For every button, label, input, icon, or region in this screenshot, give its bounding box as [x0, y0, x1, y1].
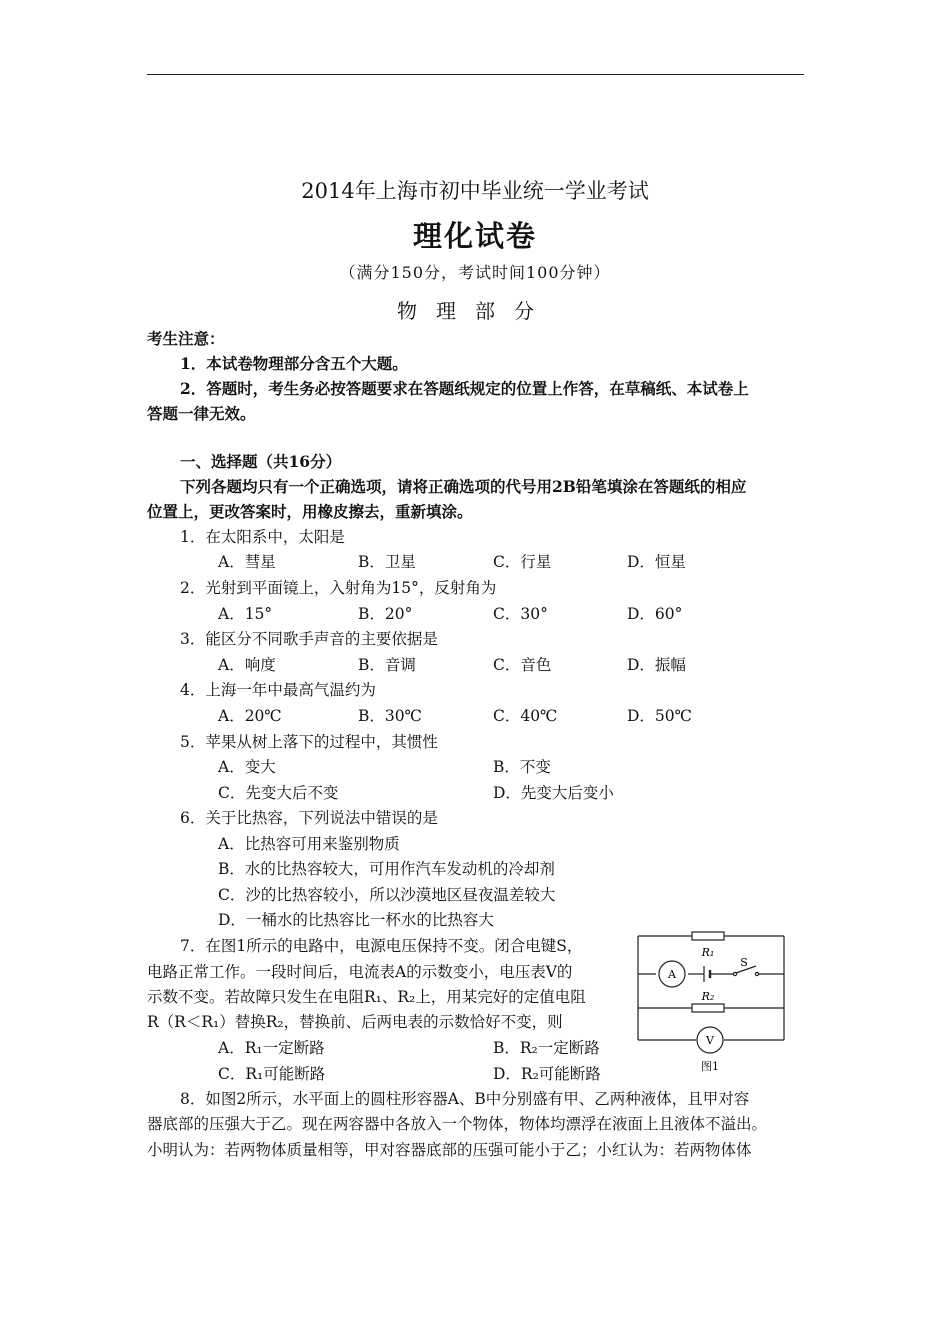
- exam-title-line: 2014年上海市初中毕业统一学业考试: [301, 179, 649, 203]
- exam-subtitle: （满分150分，考试时间100分钟）: [339, 263, 611, 282]
- question-1-stem: 1．在太阳系中，太阳是: [180, 528, 345, 546]
- label-voltmeter: V: [706, 1034, 714, 1047]
- question-1-option-d: D．恒星: [627, 553, 686, 571]
- question-3-option-c: C．音色: [493, 656, 552, 674]
- question-4-stem: 4．上海一年中最高气温约为: [180, 681, 376, 699]
- question-2-stem: 2．光射到平面镜上，入射角为15°，反射角为: [180, 579, 497, 597]
- question-4-option-b: B．30℃: [358, 707, 422, 725]
- question-2-option-d: D．60°: [627, 605, 683, 623]
- figure-1-caption: 图1: [701, 1060, 719, 1073]
- label-r1: R₁: [701, 946, 715, 959]
- question-2-option-a: A．15°: [218, 605, 273, 623]
- question-7-line-2: 电路正常工作。一段时间后，电流表A的示数变小，电压表V的: [147, 963, 573, 981]
- label-switch: S: [740, 956, 748, 969]
- question-6-stem: 6．关于比热容，下列说法中错误的是: [180, 809, 438, 827]
- question-7-line-1: 7．在图1所示的电路中，电源电压保持不变。闭合电键S，: [180, 937, 583, 955]
- part-title: 物理部分: [397, 299, 553, 323]
- question-8-line-2: 器底部的压强大于乙。现在两容器中各放入一个物体，物体均漂浮在液面上且液体不溢出。: [147, 1115, 768, 1133]
- question-5-option-a: A．变大: [218, 758, 276, 776]
- notice-heading: 考生注意：: [147, 329, 225, 348]
- question-2-option-c: C．30°: [493, 605, 548, 623]
- question-7-option-a: A．R₁一定断路: [218, 1039, 325, 1057]
- question-6-option-b: B．水的比热容较大，可用作汽车发动机的冷却剂: [218, 860, 555, 878]
- question-3-option-d: D．振幅: [627, 656, 686, 674]
- figure-1-circuit-diagram: [634, 926, 794, 1076]
- question-7-option-b: B．R₂一定断路: [493, 1039, 600, 1057]
- question-8-line-1: 8．如图2所示，水平面上的圆柱形容器A、B中分别盛有甲、乙两种液体，且甲对容: [180, 1090, 750, 1108]
- question-6-option-a: A．比热容可用来鉴别物质: [218, 835, 400, 853]
- label-r2: R₂: [701, 990, 715, 1003]
- question-3-option-b: B．音调: [358, 656, 416, 674]
- question-4-option-d: D．50℃: [627, 707, 692, 725]
- section-instructions-line-1: 下列各题均只有一个正确选项，请将正确选项的代号用2B铅笔填涂在答题纸的相应: [180, 477, 747, 496]
- question-6-option-c: C．沙的比热容较小，所以沙漠地区昼夜温差较大: [218, 886, 556, 904]
- question-1-option-a: A．彗星: [218, 553, 276, 571]
- question-7-line-3: 示数不变。若故障只发生在电阻R₁、R₂上，用某完好的定值电阻: [147, 988, 586, 1006]
- question-4-option-a: A．20℃: [218, 707, 282, 725]
- question-7-option-c: C．R₁可能断路: [218, 1065, 326, 1083]
- exam-main-title: 理化试卷: [412, 219, 537, 253]
- notice-item-2-line-2: 答题一律无效。: [147, 404, 256, 423]
- resistor-r1: [692, 932, 724, 940]
- notice-item-1: 1．本试卷物理部分含五个大题。: [180, 354, 408, 373]
- question-1-option-b: B．卫星: [358, 553, 416, 571]
- question-5-option-c: C．先变大后不变: [218, 784, 339, 802]
- section-heading: 一、选择题（共16分）: [180, 452, 342, 471]
- question-2-option-b: B．20°: [358, 605, 413, 623]
- notice-item-2-line-1: 2．答题时，考生务必按答题要求在答题纸规定的位置上作答，在草稿纸、本试卷上: [180, 379, 749, 398]
- question-5-option-b: B．不变: [493, 758, 551, 776]
- question-7-line-4: R（R＜R₁）替换R₂，替换前、后两电表的示数恰好不变，则: [147, 1013, 563, 1031]
- question-1-option-c: C．行星: [493, 553, 552, 571]
- question-5-option-d: D．先变大后变小: [493, 784, 614, 802]
- question-5-stem: 5．苹果从树上落下的过程中，其惯性: [180, 733, 438, 751]
- battery-symbol: [704, 966, 710, 982]
- question-6-option-d: D．一桶水的比热容比一杯水的比热容大: [218, 911, 494, 929]
- question-3-option-a: A．响度: [218, 656, 276, 674]
- question-3-stem: 3．能区分不同歌手声音的主要依据是: [180, 630, 438, 648]
- question-7-option-d: D．R₂可能断路: [493, 1065, 601, 1083]
- resistor-r2: [692, 1004, 724, 1012]
- question-8-line-3: 小明认为：若两物体质量相等，甲对容器底部的压强可能小于乙；小红认为：若两物体体: [147, 1141, 752, 1159]
- section-instructions-line-2: 位置上，更改答案时，用橡皮擦去，重新填涂。: [147, 502, 473, 521]
- question-4-option-c: C．40℃: [493, 707, 558, 725]
- label-ammeter: A: [668, 968, 676, 981]
- top-rule: [147, 74, 804, 75]
